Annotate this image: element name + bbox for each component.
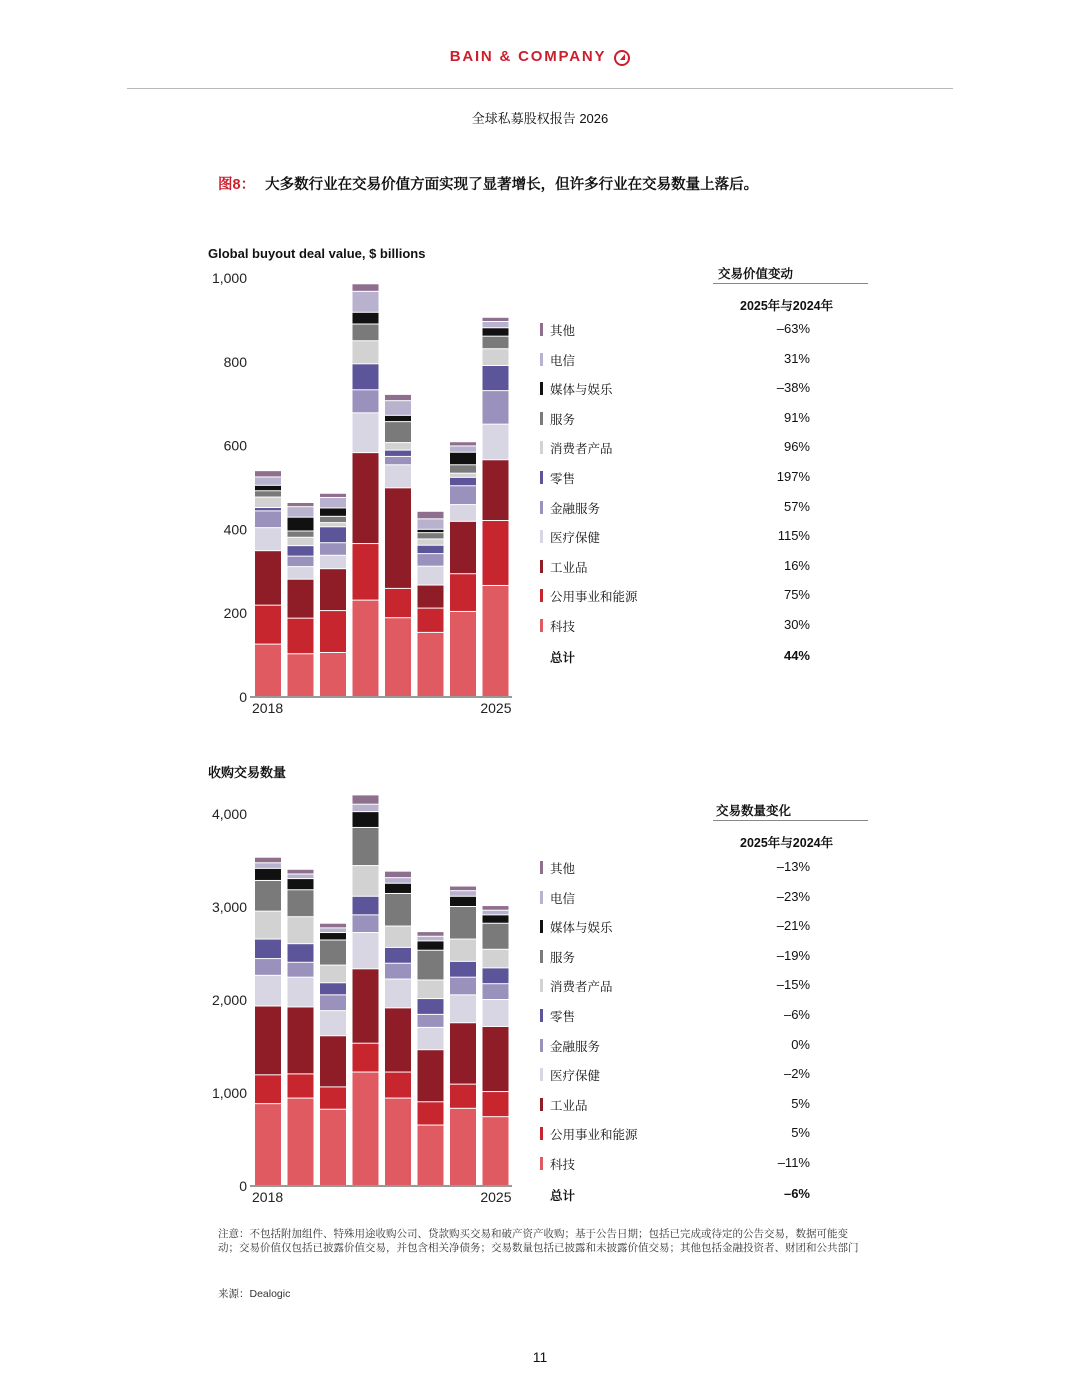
bar-segment — [385, 927, 411, 947]
bar-segment — [483, 984, 509, 999]
legend-label: 电信 — [550, 891, 576, 906]
bar-segment — [450, 891, 476, 896]
x-tick-label: 2025 — [480, 700, 512, 716]
bar-segment — [483, 1000, 509, 1026]
legend-row — [540, 1036, 810, 1056]
bar-segment — [353, 933, 379, 968]
bar-segment — [450, 978, 476, 995]
legend-change-value: 30% — [783, 617, 810, 632]
legend-row — [540, 1065, 810, 1085]
legend-row — [540, 917, 810, 937]
legend-change-value: –11% — [777, 1155, 810, 1170]
y-tick-label: 800 — [223, 353, 247, 370]
legend-label: 消费者产品 — [550, 442, 613, 457]
legend-change-value: –21% — [776, 918, 810, 934]
bar-segment — [353, 915, 379, 932]
y-tick-label: 1,000 — [211, 270, 247, 286]
legend-label: 科技 — [550, 1158, 576, 1172]
legend-row — [540, 947, 810, 967]
bar-segment — [385, 894, 411, 926]
y-tick-label: 1,000 — [211, 1085, 247, 1101]
legend-label: 金融服务 — [550, 501, 601, 516]
bar-segment — [288, 1099, 314, 1185]
bar-segment — [255, 858, 281, 863]
legend-total-row — [540, 1185, 810, 1205]
x-tick-label: 2025 — [480, 1189, 512, 1205]
bar-segment — [418, 932, 444, 936]
figure-caption-text: 大多数行业在交易价值方面实现了显著增长，但许多行业在交易数量上落后。 — [265, 177, 759, 193]
bar-segment — [483, 924, 509, 949]
bar-segment — [320, 940, 346, 964]
bar-segment — [385, 884, 411, 893]
bar-segment — [483, 968, 509, 983]
legend-change-value: 44% — [783, 647, 810, 663]
legend-label: 电信 — [550, 353, 576, 368]
legend-change-value: –2% — [783, 1066, 810, 1082]
chart-1-title: Global buyout deal value, $ billions — [208, 246, 426, 261]
legend-row — [540, 976, 810, 996]
bar-segment — [418, 1050, 444, 1101]
bar-segment — [483, 950, 509, 968]
bar-segment — [353, 795, 379, 803]
bar-segment — [255, 912, 281, 939]
legend-label: 总计 — [550, 1188, 576, 1203]
bar-segment — [320, 1110, 346, 1185]
bar-segment — [288, 944, 314, 962]
bar-segment — [320, 933, 346, 939]
legend-label: 总计 — [550, 650, 576, 665]
legend-label: 工业品 — [550, 560, 588, 575]
legend-change-value: 31% — [783, 350, 810, 366]
bar-segment — [288, 870, 314, 874]
legend-label: 医疗保健 — [550, 1069, 601, 1084]
bar-segment — [320, 1036, 346, 1086]
legend-swatch — [540, 861, 543, 874]
bar-segment — [385, 1008, 411, 1071]
bar-segment — [483, 911, 509, 915]
legend-label: 科技 — [550, 620, 576, 634]
bar-segment — [418, 1015, 444, 1027]
page-number: 11 — [532, 1349, 548, 1365]
bar-segment — [353, 1044, 379, 1072]
bar-segment — [450, 887, 476, 891]
bar-segment — [288, 874, 314, 878]
legend-change-value: 197% — [776, 469, 810, 484]
legend-label: 服务 — [550, 412, 576, 427]
bar-segment — [353, 866, 379, 896]
bar-segment — [288, 879, 314, 889]
bar-segment — [353, 969, 379, 1042]
y-tick-label: 600 — [223, 437, 247, 454]
bar-segment — [288, 978, 314, 1007]
y-tick-label: 400 — [223, 521, 247, 538]
bar-segment — [255, 1007, 281, 1075]
figure-label: 图8： — [218, 177, 256, 193]
bar-segment — [353, 828, 379, 865]
legend-change-value: 91% — [783, 409, 810, 425]
legend-swatch — [540, 1127, 543, 1140]
legend-change-value: 75% — [783, 587, 810, 603]
x-tick-label: 2018 — [252, 1189, 284, 1205]
bar-segment — [450, 1023, 476, 1083]
legend-change-value: –15% — [776, 977, 810, 993]
bar-segment — [320, 983, 346, 994]
legend-change-value: 0% — [791, 1036, 810, 1052]
bar-segment — [450, 940, 476, 961]
bar-segment — [255, 976, 281, 1006]
bar-segment — [288, 1007, 314, 1073]
legend-change-value: –6% — [783, 1007, 810, 1022]
footnote: 注意：不包括附加组件、特殊用途收购公司、贷款购买交易和破产资产收购；基于公告日期；包括已完成或待定的公告交易，数据可能变动；交易价值仅包括已披露价值交易，并包含相关净债务；交易数量包括已披露和未披露价值交易；其他包括金融投资者、财团和公共部门 — [218, 1228, 859, 1254]
legend-label: 医疗保健 — [550, 531, 601, 546]
bar-segment — [418, 941, 444, 949]
bar-segment — [450, 995, 476, 1022]
bar-segment — [483, 1117, 509, 1185]
legend-swatch — [540, 920, 543, 933]
y-tick-label: 0 — [239, 1178, 247, 1194]
bar-segment — [320, 966, 346, 983]
report-title: 全球私募股权报告 2026 — [471, 111, 609, 126]
bar-segment — [353, 897, 379, 915]
chart-1-legend-subtitle: 2025年与2024年 — [740, 299, 834, 313]
bar-segment — [385, 878, 411, 883]
legend-swatch — [540, 1009, 543, 1022]
legend-change-value: –38% — [776, 380, 810, 396]
legend-row — [540, 1095, 810, 1115]
legend-change-value: 96% — [783, 439, 810, 455]
bar-segment — [255, 1104, 281, 1185]
bar-segment — [320, 1087, 346, 1108]
bar-segment — [450, 1109, 476, 1185]
chart-2-legend-title: 交易数量变化 — [716, 804, 792, 818]
bar-segment — [483, 915, 509, 922]
legend-label: 其他 — [550, 324, 576, 338]
source-note: 来源：Dealogic — [218, 1288, 291, 1300]
bar-segment — [320, 995, 346, 1010]
bar-segment — [288, 890, 314, 916]
bar-segment — [450, 897, 476, 906]
y-tick-label: 2,000 — [211, 992, 247, 1008]
bar-segment — [385, 964, 411, 979]
chart-2-title: 收购交易数量 — [208, 765, 287, 780]
bar-segment — [385, 1099, 411, 1185]
legend-swatch — [540, 1157, 543, 1170]
bar-segment — [255, 863, 281, 868]
y-tick-label: 3,000 — [211, 899, 247, 915]
legend-row — [540, 1124, 810, 1144]
y-tick-label: 0 — [239, 689, 247, 705]
bar-segment — [450, 1085, 476, 1108]
legend-row — [540, 1154, 810, 1174]
bar-segment — [255, 869, 281, 880]
bar-segment — [418, 1126, 444, 1185]
legend-label: 公用事业和能源 — [550, 590, 638, 605]
legend-change-value: –63% — [776, 321, 810, 336]
x-tick-label: 2018 — [252, 700, 284, 716]
legend-label: 服务 — [550, 950, 576, 965]
chart-2-legend-subtitle: 2025年与2024年 — [740, 836, 834, 850]
bar-segment — [288, 917, 314, 943]
chart-2-legend-rule — [713, 820, 868, 821]
legend-swatch — [540, 1068, 543, 1081]
legend-change-value: –19% — [776, 947, 810, 963]
bar-segment — [385, 872, 411, 878]
bar-segment — [418, 1028, 444, 1049]
legend-label: 零售 — [550, 472, 576, 486]
legend-label: 消费者产品 — [550, 980, 613, 995]
legend-label: 金融服务 — [550, 1039, 601, 1054]
legend-swatch — [540, 950, 543, 963]
legend-label: 其他 — [550, 862, 576, 876]
bar-segment — [255, 940, 281, 959]
bar-segment — [385, 948, 411, 963]
legend-label: 媒体与娱乐 — [550, 921, 613, 936]
legend-row — [540, 888, 810, 908]
legend-change-value: –13% — [776, 859, 810, 874]
bar-segment — [418, 937, 444, 941]
bar-segment — [320, 924, 346, 928]
bar-segment — [255, 881, 281, 911]
bar-segment — [450, 962, 476, 977]
bar-segment — [353, 1073, 379, 1185]
bar-segment — [353, 805, 379, 811]
legend-label: 零售 — [550, 1010, 576, 1024]
legend-change-value: 16% — [783, 557, 810, 573]
bar-segment — [385, 980, 411, 1008]
legend-row — [540, 858, 810, 878]
legend-swatch — [540, 891, 543, 904]
bar-segment — [255, 1075, 281, 1103]
y-tick-label: 4,000 — [211, 806, 247, 822]
y-tick-label: 200 — [223, 605, 247, 622]
bar-segment — [385, 1073, 411, 1098]
bar-segment — [288, 1074, 314, 1097]
bar-segment — [483, 1092, 509, 1116]
bar-segment — [450, 907, 476, 939]
bar-segment — [418, 999, 444, 1014]
bar-segment — [320, 928, 346, 932]
brand-name: BAIN & COMPANY — [449, 48, 607, 65]
legend-label: 媒体与娱乐 — [550, 383, 613, 398]
bar-segment — [418, 980, 444, 998]
legend-swatch — [540, 1039, 543, 1052]
legend-change-value: 57% — [783, 498, 810, 514]
bar-segment — [320, 1011, 346, 1035]
chart-1-legend-title: 交易价值变动 — [718, 267, 794, 281]
legend-label: 公用事业和能源 — [550, 1128, 638, 1143]
legend-change-value: –23% — [776, 888, 810, 904]
bar-segment — [483, 1027, 509, 1091]
bar-segment — [418, 951, 444, 980]
legend-change-value: 5% — [791, 1125, 810, 1141]
bar-segment — [483, 906, 509, 910]
bar-segment — [255, 959, 281, 975]
bar-segment — [353, 812, 379, 827]
legend-label: 工业品 — [550, 1098, 588, 1113]
legend-swatch — [540, 979, 543, 992]
legend-change-value: 5% — [791, 1095, 810, 1111]
bar-segment — [418, 1102, 444, 1124]
legend-change-value: –6% — [783, 1185, 810, 1201]
legend-swatch — [540, 1098, 543, 1111]
legend-row — [540, 1006, 810, 1026]
legend-change-value: 115% — [777, 528, 810, 544]
bar-segment — [288, 963, 314, 977]
